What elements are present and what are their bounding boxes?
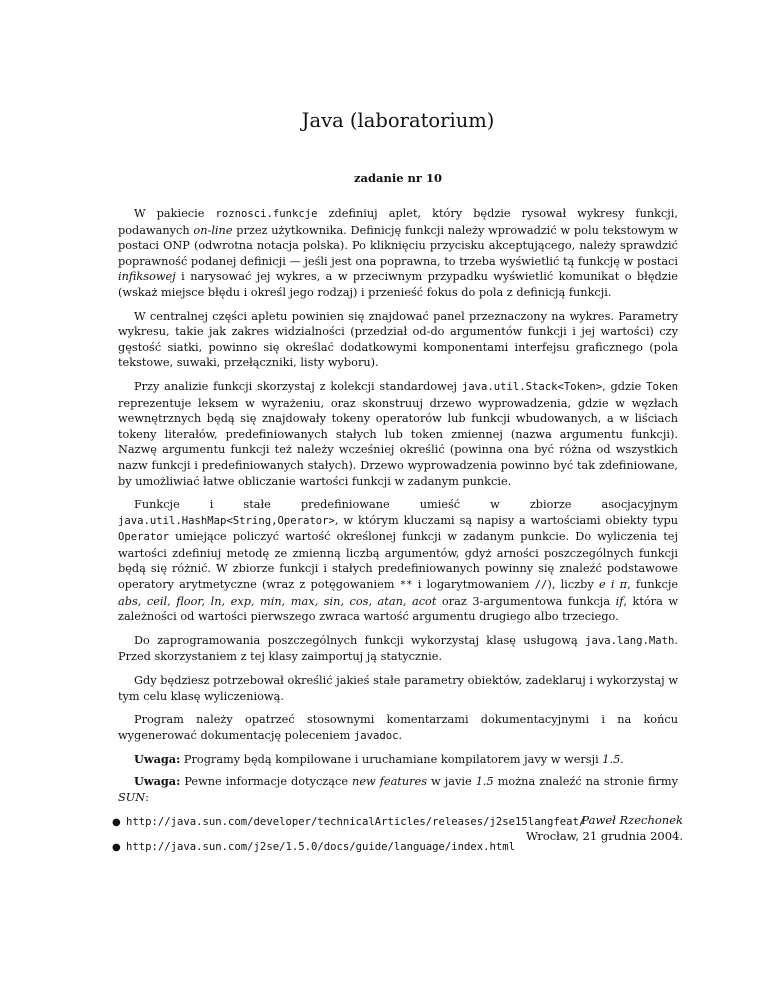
emphasis-online: on-line: [193, 223, 233, 237]
code-hashmap: java.util.HashMap<String,Operator>: [118, 514, 335, 527]
emphasis-if: if: [615, 594, 624, 608]
code-token: Token: [646, 380, 678, 393]
note-2: Uwaga: Pewne informacje dotyczące new features w javie 1.5 można znaleźć na stronie firmy SUN:: [118, 774, 678, 804]
paragraph-5: Do zaprogramowania poszczególnych funkcji wykorzystaj klasę usługową java.lang.Math. Przed skorzystaniem z tej klasy zaimportuj ją statycznie.: [118, 633, 678, 664]
bullet-icon: ●: [112, 841, 121, 853]
code-operator: Operator: [118, 531, 170, 544]
note-1: Uwaga: Programy będą kompilowane i uruchamiane kompilatorem javy w wersji 1.5.: [134, 752, 624, 767]
code-pow: **: [399, 579, 413, 592]
paragraph-2: W centralnej części apletu powinien się znajdować panel przeznaczony na wykres. Parametry wykresu, takie jak zakres widzialności (przedział od-do argumentów funkcji i jej wartości) czy gęstość siatki, powinno się określać dodatkowymi komponentami interfejsu graficznego (pola tekstowe, suwaki, przełączniki, listy wyboru).: [118, 309, 678, 370]
code-log: //: [534, 579, 548, 592]
link-url[interactable]: http://java.sun.com/j2se/1.5.0/docs/guide/language/index.html: [126, 840, 516, 853]
place-date: Wrocław, 21 grudnia 2004.: [526, 829, 683, 843]
emphasis-constants: e i π: [598, 578, 628, 592]
emphasis-functions: abs, ceil, floor, ln, exp, min, max, sin, cos, atan, acot: [118, 594, 437, 608]
code-javadoc: javadoc: [353, 729, 399, 742]
paragraph-7: Program należy opatrzeć stosownymi komentarzami dokumentacyjnymi i na końcu wygenerować dokumentację poleceniem javadoc.: [118, 713, 678, 742]
paragraph-1: W pakiecie roznosci.funkcje zdefiniuj aplet, który będzie rysował wykresy funkcji, podawanych on-line przez użytkownika. Definicję funkcji należy wprowadzić w polu tekstowym w postaci ONP (odwrotna notacja polska). Po kliknięciu przycisku akceptującego, należy sprawdzić poprawność podanej definicji — jeśli jest ona poprawna, to trzeba wyświetlić tą funkcję w postaci infiksowej i narysować jej wykres, a w przeciwnym przypadku wyświetlić komunikat o błędzie (wskaż miejsce błędu i określ jego rodzaj) i przenieść fokus do pola z definicją funkcji.: [118, 207, 678, 299]
code-math: java.lang.Math: [585, 634, 675, 647]
bullet-icon: ●: [112, 817, 121, 829]
document-body: [112, 206, 679, 864]
code-stack: java.util.Stack<Token>: [461, 380, 603, 393]
document-title: Java (laboratorium): [301, 109, 495, 132]
signature-block: [526, 812, 683, 844]
paragraph-4: Funkcje i stałe predefiniowane umieść w zbiorze asocjacyjnym java.util.HashMap<String,Operator>, w którym kluczami są napisy a wartościami obiekty typu Operator umiejące policzyć wartość określonej funkcji w zadanym punkcie. Do wyliczenia tej wartości zdefiniuj metodę ze zmienną liczbą argumentów, gdyż arności poszczególnych funkcji będą się różnić. W zbiorze funkcji i stałych predefiniowanych powinny się znaleźć podstawowe operatory arytmetyczne (wraz z potęgowaniem ** i logarytmowaniem //), liczby e i π, funkcje abs, ceil, floor, ln, exp, min, max, sin, cos, atan, acot oraz 3-argumentowa funkcja if, która w zależności od wartości pierwszego zwraca wartość argumentu drugiego albo trzeciego.: [118, 498, 679, 624]
emphasis-infix: infiksowej: [118, 270, 176, 284]
paragraph-6: Gdy będziesz potrzebował określić jakieś stałe parametry obiektów, zadeklaruj i wykorzystaj w tym celu klasę wyliczeniową.: [118, 674, 678, 703]
paragraph-3: Przy analizie funkcji skorzystaj z kolekcji standardowej java.util.Stack<Token>, gdzie Token reprezentuje leksem w wyrażeniu, oraz skonstruuj drzewo wyprowadzenia, gdzie w węzłach wewnętrznych będą się znajdowały tokeny operatorów lub funkcji wbudowanych, a w liściach tokeny literałów, predefiniowanych stałych lub token zmiennej (nazwa argumentu funkcji). Nazwę argumentu funkcji też należy wcześniej określić (powinna ona być różna od wszystkich nazw funkcji i predefiniowanych stałych). Drzewo wyprowadzenia powinno być tak zdefiniowane, by umożliwiać łatwe obliczanie wartości funkcji w zadanym punkcie.: [118, 379, 678, 488]
code-package: roznosci.funkcje: [215, 208, 318, 220]
assignment-number: zadanie nr 10: [354, 171, 442, 185]
author-name: Paweł Rzechonek: [581, 813, 683, 827]
note-label: Uwaga:: [134, 752, 181, 767]
link-url[interactable]: http://java.sun.com/developer/technicalArticles/releases/j2se15langfeat/: [126, 816, 586, 829]
note-label: Uwaga:: [134, 774, 181, 788]
